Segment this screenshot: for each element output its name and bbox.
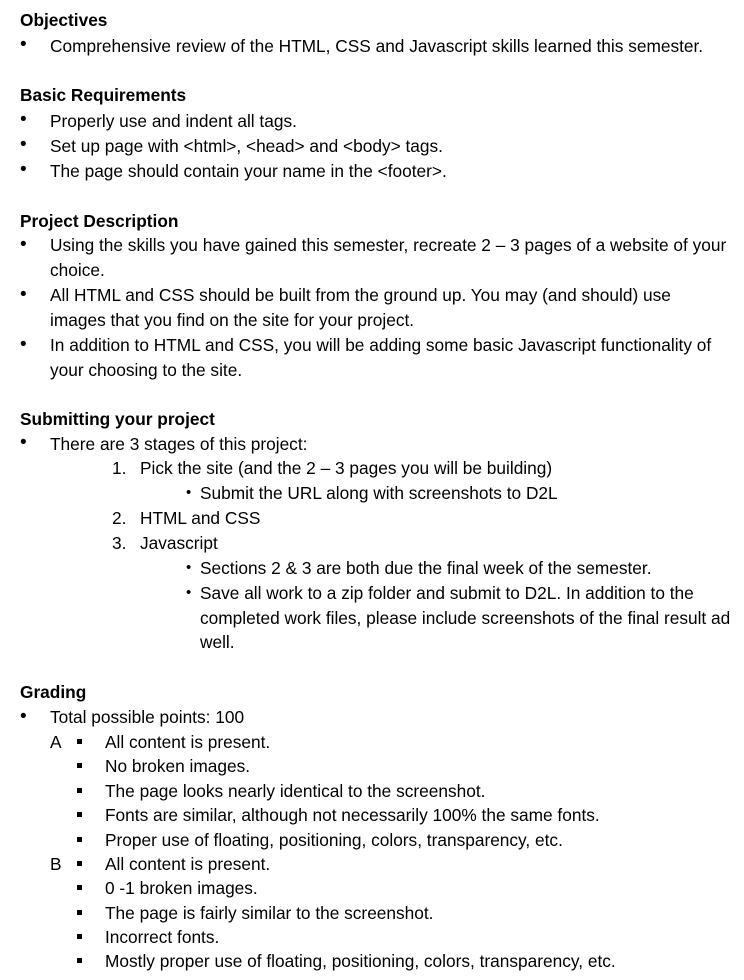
- grade-criterion: All content is present.: [105, 854, 271, 874]
- grade-letter: B: [50, 854, 62, 874]
- stage-number: 1.: [112, 458, 127, 478]
- stage-label: Javascript: [140, 533, 218, 553]
- basic-requirements-heading: Basic Requirements: [20, 85, 187, 105]
- list-item: Using the skills you have gained this semester, recreate 2 – 3 pages of a website of your choice.: [50, 235, 727, 280]
- bullet-icon: •: [186, 484, 192, 501]
- list-item: Properly use and indent all tags.: [50, 111, 297, 131]
- list-item: All HTML and CSS should be built from the ground up. You may (and should) use images that you find on the site for your project.: [50, 285, 671, 330]
- bullet-icon: •: [20, 284, 27, 305]
- bullet-icon: •: [20, 234, 27, 255]
- submitting-heading: Submitting your project: [20, 409, 215, 429]
- square-bullet-icon: [77, 861, 82, 866]
- submitting-intro: There are 3 stages of this project:: [50, 434, 308, 454]
- stage-label: HTML and CSS: [140, 508, 261, 528]
- square-bullet-icon: [77, 837, 82, 842]
- bullet-icon: •: [20, 134, 27, 155]
- grade-criterion: 0 -1 broken images.: [105, 878, 258, 898]
- grade-criterion: All content is present.: [105, 732, 271, 752]
- grade-criterion: Mostly proper use of floating, positioning, colors, transparency, etc.: [105, 951, 616, 971]
- square-bullet-icon: [77, 910, 82, 915]
- grade-criterion: Incorrect fonts.: [105, 927, 220, 947]
- square-bullet-icon: [77, 885, 82, 890]
- stage-note: Submit the URL along with screenshots to D2L: [200, 483, 558, 503]
- grade-criterion: No broken images.: [105, 756, 251, 776]
- bullet-icon: •: [20, 159, 27, 180]
- square-bullet-icon: [77, 739, 82, 744]
- bullet-icon: •: [20, 34, 27, 55]
- bullet-icon: •: [20, 432, 27, 453]
- square-bullet-icon: [77, 812, 82, 817]
- grade-letter: A: [50, 732, 62, 752]
- grade-criterion: Proper use of floating, positioning, colors, transparency, etc.: [105, 830, 563, 850]
- grading-heading: Grading: [20, 682, 87, 702]
- bullet-icon: •: [20, 109, 27, 130]
- square-bullet-icon: [77, 763, 82, 768]
- objectives-heading: Objectives: [20, 10, 108, 30]
- grade-criterion: The page looks nearly identical to the screenshot.: [105, 781, 486, 801]
- square-bullet-icon: [77, 934, 82, 939]
- list-item: The page should contain your name in the <footer>.: [50, 161, 447, 181]
- bullet-icon: •: [186, 559, 192, 576]
- grading-total: Total possible points: 100: [50, 707, 245, 727]
- stage-number: 2.: [112, 508, 127, 528]
- list-item: Set up page with <html>, <head> and <body> tags.: [50, 136, 443, 156]
- stage-label: Pick the site (and the 2 – 3 pages you will be building): [140, 458, 553, 478]
- grade-criterion: Fonts are similar, although not necessarily 100% the same fonts.: [105, 805, 600, 825]
- list-item: In addition to HTML and CSS, you will be adding some basic Javascript functionality of your choosing to the site.: [50, 335, 712, 380]
- bullet-icon: •: [186, 584, 192, 601]
- bullet-icon: •: [20, 334, 27, 355]
- stage-note: Save all work to a zip folder and submit to D2L. In addition to the completed work files, please include screenshots of the final result ad well.: [200, 583, 731, 652]
- square-bullet-icon: [77, 958, 82, 963]
- stage-number: 3.: [112, 533, 127, 553]
- grade-criterion: The page is fairly similar to the screenshot.: [105, 903, 434, 923]
- bullet-icon: •: [20, 706, 27, 727]
- square-bullet-icon: [77, 788, 82, 793]
- list-item: Comprehensive review of the HTML, CSS and Javascript skills learned this semester.: [50, 36, 704, 56]
- stage-note: Sections 2 & 3 are both due the final week of the semester.: [200, 558, 652, 578]
- project-description-heading: Project Description: [20, 211, 179, 231]
